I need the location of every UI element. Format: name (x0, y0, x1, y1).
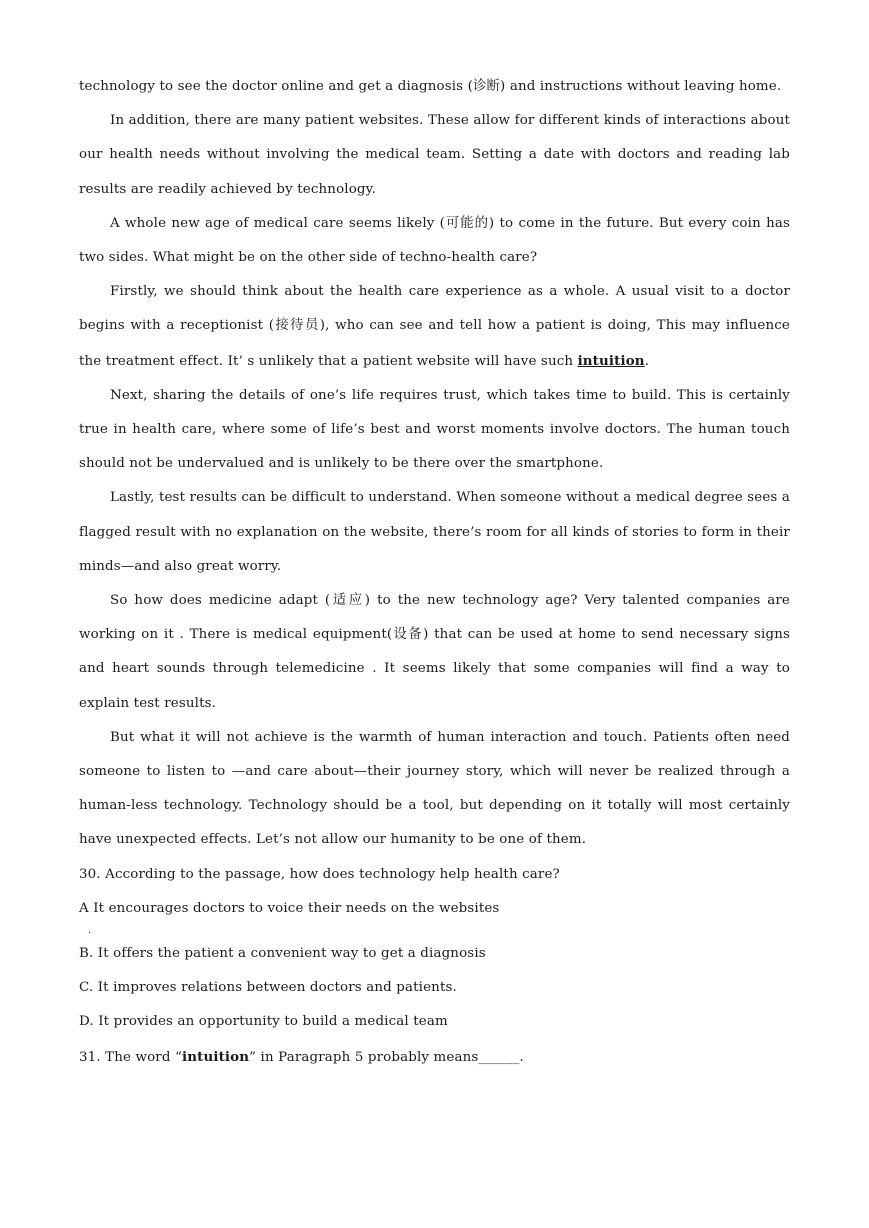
paragraph-2: In addition, there are many patient websites. These allow for different kinds of interactions about our health needs without involving the medical team. Setting a date with doctors and reading lab results are readily achieved by technology. (79, 113, 790, 197)
paragraph-8: But what it will not achieve is the warmth of human interaction and touch. Patients often need someone to listen to —and care about—their journey story, which will never be realized through a human-less technology. Technology should be a tool, but depending on it totally will most certainly have unexpected effects. Let’s not allow our humanity to be one of them. (79, 729, 790, 848)
option-a-text: A It encourages doctors to voice their needs on the websites (79, 900, 500, 916)
question-30-option-b: B. It offers the patient a convenient way to get a diagnosis (79, 946, 486, 962)
question-31-keyword: intuition (182, 1048, 250, 1065)
paragraph-4 (79, 275, 790, 379)
question-30-stem: 30. According to the passage, how does technology help health care? (79, 866, 560, 882)
question-31-prefix: 31. The word “ (79, 1049, 182, 1065)
question-30-option-a (79, 892, 790, 937)
paragraph-6: Lastly, test results can be difficult to understand. When someone without a medical degree sees a flagged result with no explanation on the website, there’s room for all kinds of stories to form in their minds—and also great worry. (79, 490, 790, 574)
question-30-option-d: D. It provides an opportunity to build a medical team (79, 1014, 448, 1030)
question-31-suffix: ” in Paragraph 5 probably means______. (249, 1049, 524, 1065)
paragraph-5: Next, sharing the details of one’s life requires trust, which takes time to build. This is certainly true in health care, where some of life’s best and worst moments involve doctors. The human touch should not be undervalued and is unlikely to be there over the smartphone. (79, 387, 790, 472)
paragraph-3: A whole new age of medical care seems likely (可能的) to come in the future. But every coin has two sides. What might be on the other side of techno-health care? (79, 215, 790, 266)
question-30-option-c: C. It improves relations between doctors and patients. (79, 980, 457, 996)
paragraph-7: So how does medicine adapt (适应) to the new technology age? Very talented companies are working on it . There is medical equipment(设备) that can be used at home to send necessary signs and heart sounds through telemedicine . It seems likely that some companies will find a way to explain test results. (79, 593, 790, 711)
paragraph-4-text: Firstly, we should think about the health care experience as a whole. A usual visit to a doctor begins with a receptionist (接待员), who can see and tell how a patient is doing, This may influence the treatment effect. It’ s unlikely that a patient website will have such (79, 284, 790, 369)
keyword-intuition: intuition (577, 352, 645, 369)
question-31-stem (79, 1040, 790, 1075)
paragraph-4-end: . (644, 353, 650, 369)
paragraph-1: technology to see the doctor online and get a diagnosis (诊断) and instructions without leaving home. (79, 79, 782, 94)
option-a-dot: . (88, 924, 92, 936)
reading-passage (79, 70, 790, 1075)
